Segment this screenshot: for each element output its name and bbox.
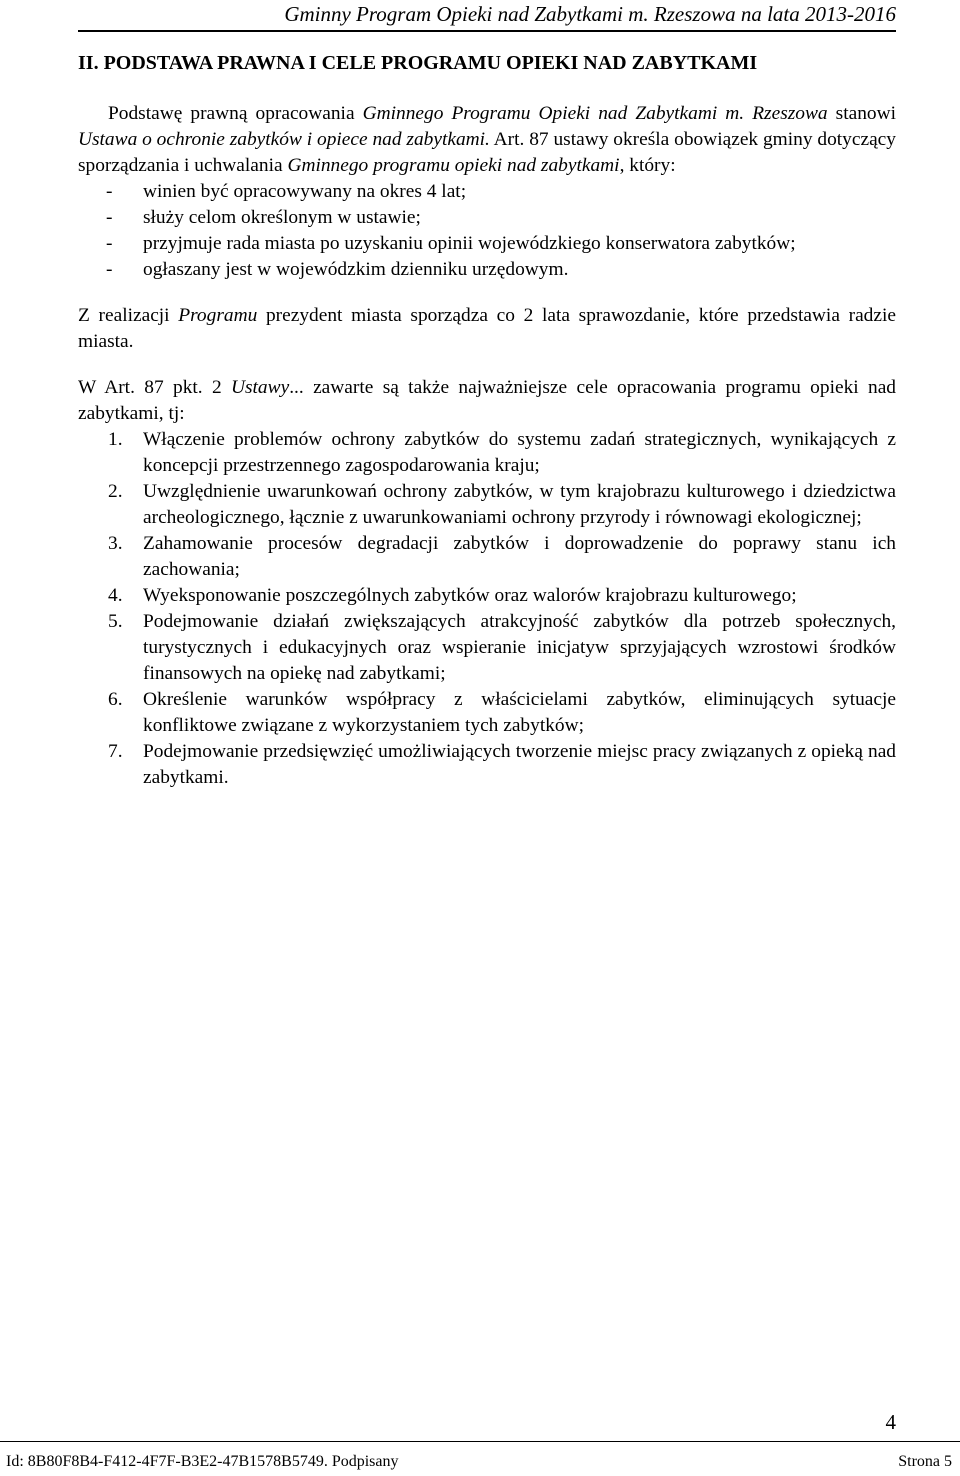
dash-list-item <box>78 231 896 257</box>
goals-intro-text-c: ... zawarte są także najważniejsze cele opracowania programu opieki nad zabytkami, tj: <box>78 377 896 424</box>
goal-item <box>78 479 896 531</box>
dash-mark: - <box>106 259 113 280</box>
dash-item-text: winien być opracowywany na okres 4 lat; <box>143 181 467 202</box>
dash-mark: - <box>106 181 113 202</box>
footer-page-label: Strona 5 <box>898 1453 952 1470</box>
report-text-a: Z realizacji <box>78 305 179 326</box>
goal-text: Określenie warunków współpracy z właścicielami zabytków, eliminujących sytuacje konfliktowe związane z wykorzystaniem tych zabytków; <box>143 689 896 736</box>
header-rule <box>78 30 896 32</box>
goals-list <box>78 427 896 791</box>
dash-list-item <box>78 257 896 283</box>
goal-text: Podejmowanie przedsięwzięć umożliwiających tworzenie miejsc pracy związanych z opieką nad zabytkami. <box>143 741 896 788</box>
dash-item-text: ogłaszany jest w wojewódzkim dzienniku urzędowym. <box>143 259 569 280</box>
goal-text: Podejmowanie działań zwiększających atrakcyjność zabytków dla potrzeb społecznych, turystycznych i edukacyjnych oraz wspieranie inicjatyw sprzyjających wzrostowi środków finansowych na opiekę nad zabytkami; <box>143 611 896 684</box>
goal-item <box>78 531 896 583</box>
section-heading: II. PODSTAWA PRAWNA I CELE PROGRAMU OPIEKI NAD ZABYTKAMI <box>78 52 758 74</box>
footer-rule <box>0 1441 960 1442</box>
page-number: 4 <box>885 1410 896 1434</box>
goal-text: Uwzględnienie uwarunkowań ochrony zabytków, w tym krajobrazu kulturowego i dziedzictwa archeologicznego, łącznie z uwarunkowaniami ochrony przyrody i równowagi ekologicznej; <box>143 481 896 528</box>
goal-number: 4. <box>108 585 123 606</box>
dash-list-item <box>78 179 896 205</box>
report-text-c: prezydent miasta sporządza co 2 lata sprawozdanie, które przedstawia radzie miasta. <box>78 305 896 352</box>
goal-item <box>78 609 896 687</box>
dash-mark: - <box>106 233 113 254</box>
goal-item <box>78 739 896 791</box>
dash-list <box>78 179 896 283</box>
goal-item <box>78 687 896 739</box>
goals-intro-paragraph <box>78 375 896 427</box>
goals-intro-act-word: Ustawy <box>231 377 290 398</box>
intro-text-a: Podstawę prawną opracowania <box>108 103 363 124</box>
report-program-word: Programu <box>178 305 258 326</box>
intro-paragraph <box>78 101 896 179</box>
goals-intro-text-a: W Art. 87 pkt. 2 <box>78 377 231 398</box>
intro-text-c: stanowi <box>827 103 896 124</box>
dash-item-text: służy celom określonym w ustawie; <box>143 207 421 228</box>
goal-text: Wyeksponowanie poszczególnych zabytków oraz walorów krajobrazu kulturowego; <box>143 585 797 606</box>
intro-text-g: , który: <box>619 155 676 176</box>
goal-number: 7. <box>108 741 123 762</box>
dash-mark: - <box>106 207 113 228</box>
report-paragraph <box>78 303 896 355</box>
goal-text: Zahamowanie procesów degradacji zabytków i doprowadzenie do poprawy stanu ich zachowania; <box>143 533 896 580</box>
intro-program-name: Gminnego programu opieki nad zabytkami <box>287 155 620 176</box>
document-body <box>78 101 896 791</box>
goal-number: 1. <box>108 429 123 450</box>
intro-program-title: Gminnego Programu Opieki nad Zabytkami m. Rzeszowa <box>362 103 828 124</box>
goal-item <box>78 583 896 609</box>
dash-item-text: przyjmuje rada miasta po uzyskaniu opinii wojewódzkiego konserwatora zabytków; <box>143 233 796 254</box>
goal-number: 3. <box>108 533 123 554</box>
dash-list-item <box>78 205 896 231</box>
goal-text: Włączenie problemów ochrony zabytków do systemu zadań strategicznych, wynikających z koncepcji przestrzennego zagospodarowania kraju; <box>143 429 896 476</box>
goal-number: 5. <box>108 611 123 632</box>
intro-text-e: Art. 87 ustawy określa obowiązek gminy dotyczący sporządzania i uchwalania <box>78 129 896 176</box>
goal-item <box>78 427 896 479</box>
footer-document-id: Id: 8B80F8B4-F412-4F7F-B3E2-47B1578B5749. Podpisany <box>6 1453 399 1470</box>
intro-act-title: Ustawa o ochronie zabytków i opiece nad zabytkami. <box>78 129 490 150</box>
goal-number: 6. <box>108 689 123 710</box>
goal-number: 2. <box>108 481 123 502</box>
running-header-title: Gminny Program Opieki nad Zabytkami m. Rzeszowa na lata 2013-2016 <box>284 2 896 26</box>
